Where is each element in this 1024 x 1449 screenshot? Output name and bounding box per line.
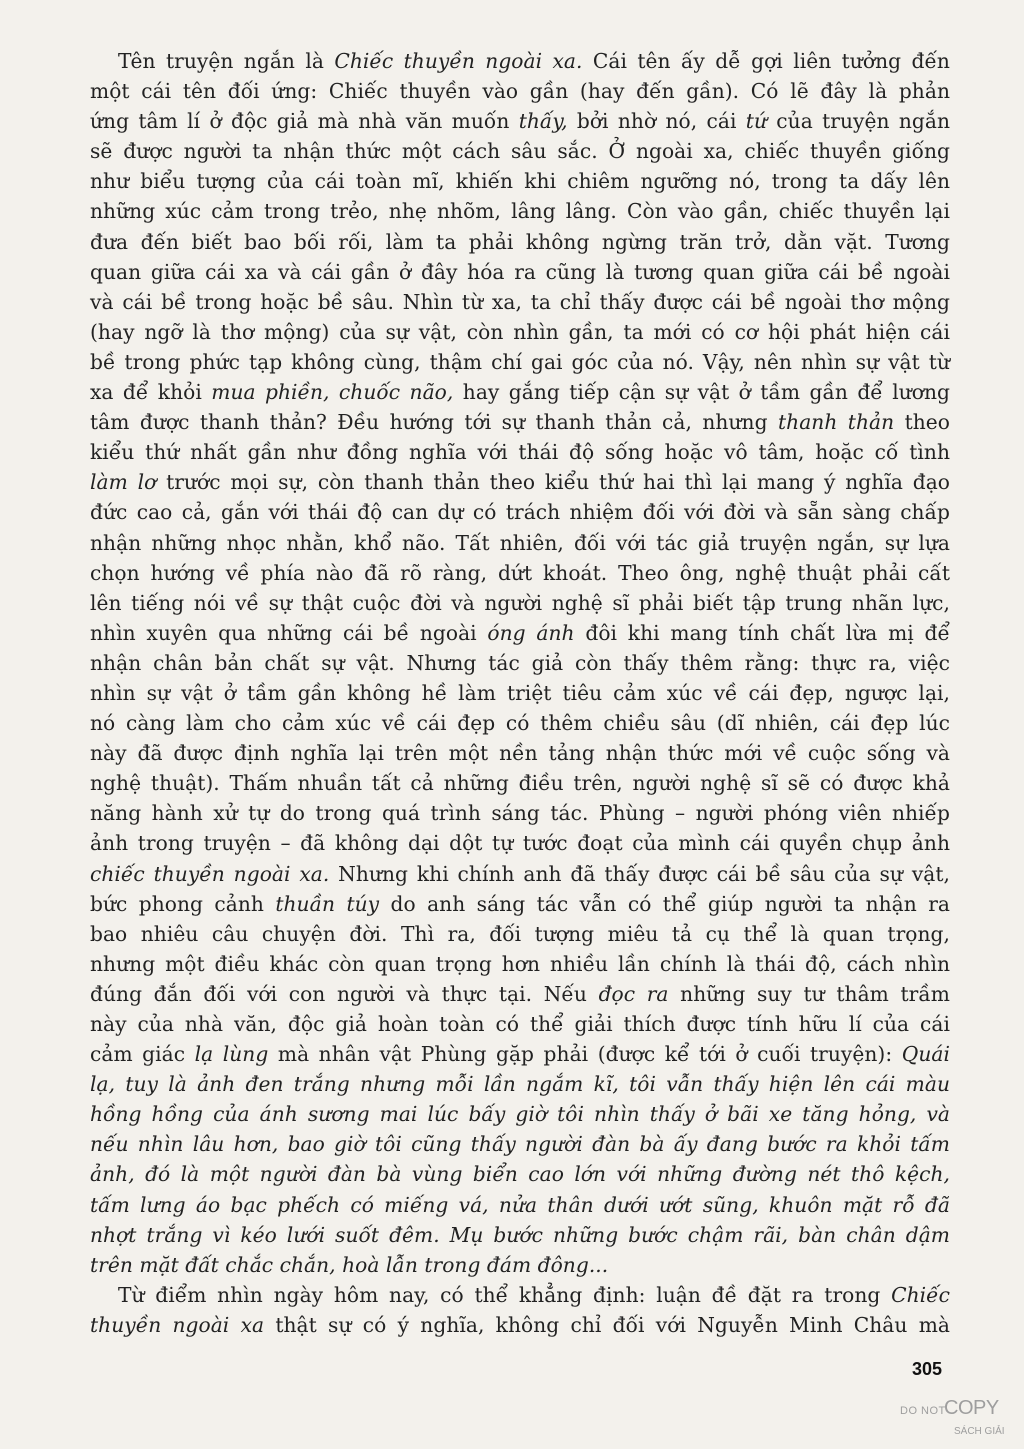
- text-line: [90, 798, 950, 828]
- text-line: [90, 648, 950, 678]
- italic-text: Chiếc thuyền ngoài xa.: [334, 49, 583, 73]
- text-segment: nhận chân bản chất sự vật. Nhưng tác giả còn thấy thêm rằng: thực ra, việc: [90, 650, 950, 675]
- text-line: [90, 166, 950, 196]
- text-segment: quan giữa cái xa và cái gần ở đây hóa ra cũng là tương quan giữa cái bề ngoài: [90, 259, 950, 284]
- text-line: [90, 919, 950, 949]
- text-line: [90, 678, 950, 708]
- body-text: [90, 46, 950, 1340]
- text-line: [90, 347, 950, 377]
- text-line: [90, 1190, 950, 1220]
- text-segment: ảnh trong truyện – đã không dại dột tự tước đoạt của mình cái quyền chụp ảnh: [90, 831, 950, 856]
- text-line: [90, 1280, 950, 1310]
- text-segment: Cái tên ấy dễ gợi liên tưởng đến: [582, 49, 950, 73]
- text-line: [90, 1250, 950, 1280]
- text-segment: Nhưng khi chính anh đã thấy được cái bề sâu của sự vật,: [329, 861, 950, 886]
- text-segment: này của nhà văn, độc giả hoàn toàn có thể giải thích được tính hữu lí của cái: [90, 1012, 950, 1036]
- text-segment: trước mọi sự, còn thanh thản theo kiểu thứ hai thì lại mang ý nghĩa đạo: [156, 470, 950, 495]
- text-line: [90, 196, 950, 226]
- text-line: [90, 497, 950, 527]
- text-line: [90, 708, 950, 738]
- text-segment: kiểu thứ nhất gần như đồng nghĩa với thái độ sống hoặc vô tâm, hoặc cố tình: [90, 440, 950, 465]
- text-segment: như biểu tượng của cái toàn mĩ, khiến khi chiêm ngưỡng nó, trong ta dấy lên: [90, 169, 950, 194]
- italic-text: làm lơ: [90, 470, 157, 495]
- text-line: [90, 1009, 950, 1039]
- text-line: [90, 1159, 950, 1189]
- watermark-do-not: DO NOT: [900, 1405, 946, 1417]
- text-line: [90, 618, 950, 648]
- text-line: [90, 407, 950, 437]
- text-segment: nghệ thuật). Thấm nhuần tất cả những điều trên, người nghệ sĩ sẽ có được khả: [90, 771, 950, 796]
- text-line: [90, 979, 950, 1009]
- text-line: [90, 768, 950, 798]
- text-segment: đức cao cả, gắn với thái độ can dự có trách nhiệm đối với đời và sẵn sàng chấp: [90, 500, 950, 525]
- italic-text: nếu nhìn lâu hơn, bao giờ tôi cũng thấy người đàn bà ấy đang bước ra khỏi tấm: [90, 1132, 950, 1157]
- text-segment: này đã được định nghĩa lại trên một nền tảng nhận thức mới về cuộc sống và: [90, 741, 950, 766]
- italic-text: lạ lùng: [194, 1042, 269, 1067]
- text-segment: nhìn sự vật ở tầm gần không hề làm triệt tiêu cảm xúc về cái đẹp, ngược lại,: [90, 680, 950, 705]
- text-segment: đúng đắn đối với con người và thực tại. Nếu: [90, 981, 599, 1006]
- text-line: [90, 1129, 950, 1159]
- italic-text: thấy,: [518, 109, 568, 134]
- italic-text: nhợt trắng vì kéo lưới suốt đêm. Mụ bước những bước chậm rãi, bàn chân dậm: [90, 1222, 950, 1247]
- text-line: [90, 828, 950, 858]
- text-segment: đôi khi mang tính chất lừa mị để: [574, 620, 950, 645]
- text-segment: do anh sáng tác vẫn có thể giúp người ta nhận ra: [379, 891, 950, 916]
- italic-text: chiếc thuyền ngoài xa.: [90, 861, 330, 886]
- italic-text: ảnh, đó là một người đàn bà vùng biển cao lớn với những đường nét thô kệch,: [90, 1162, 950, 1187]
- italic-text: thanh thản: [777, 410, 895, 435]
- text-line: [90, 558, 950, 588]
- text-segment: xa để khỏi: [90, 380, 212, 405]
- italic-text: tấm lưng áo bạc phếch có miếng vá, nửa thân dưới ướt sũng, khuôn mặt rỗ đã: [90, 1192, 950, 1217]
- text-line: [90, 287, 950, 317]
- text-segment: cảm giác: [90, 1042, 195, 1067]
- text-line: [90, 738, 950, 768]
- text-segment: Tên truyện ngắn là: [118, 49, 335, 73]
- text-segment: bức phong cảnh: [90, 891, 276, 916]
- watermark-site: SÁCH GIẢI: [954, 1426, 1005, 1437]
- text-line: [90, 1220, 950, 1250]
- text-segment: nhưng một điều khác còn quan trọng hơn nhiều lần chính là thái độ, cách nhìn: [90, 951, 950, 976]
- text-segment: (hay ngỡ là thơ mộng) của sự vật, còn nhìn gần, ta mới có cơ hội phát hiện cái: [90, 319, 950, 344]
- text-line: [90, 257, 950, 287]
- text-line: [90, 1310, 950, 1340]
- text-segment: nhìn xuyên qua những cái bề ngoài: [90, 620, 488, 645]
- text-segment: thật sự có ý nghĩa, không chỉ đối với Nguyễn Minh Châu mà: [264, 1312, 950, 1337]
- italic-text: đọc ra: [598, 981, 669, 1006]
- text-line: [90, 76, 950, 106]
- text-line: [90, 317, 950, 347]
- text-segment: đưa đến biết bao bối rối, làm ta phải không ngừng trăn trở, dằn vặt. Tương: [90, 229, 950, 254]
- text-segment: ứng tâm lí ở độc giả mà nhà văn muốn: [90, 109, 519, 134]
- italic-text: thuần túy: [275, 891, 380, 916]
- text-line: [90, 467, 950, 497]
- text-segment: theo: [894, 410, 950, 435]
- text-segment: sẽ được người ta nhận thức một cách sâu sắc. Ở ngoài xa, chiếc thuyền giống: [90, 139, 950, 164]
- text-segment: những suy tư thâm trầm: [668, 981, 950, 1006]
- text-segment: của truyện ngắn: [767, 109, 950, 134]
- text-segment: hay gắng tiếp cận sự vật ở tầm gần để lương: [453, 380, 950, 405]
- text-line: [90, 859, 950, 889]
- watermark: [900, 1397, 1010, 1442]
- italic-text: óng ánh: [487, 620, 575, 645]
- text-line: [90, 437, 950, 467]
- text-line: [90, 528, 950, 558]
- text-segment: bởi nhờ nó, cái: [567, 109, 746, 134]
- text-segment: bao nhiêu câu chuyện đời. Thì ra, đối tượng miêu tả cụ thể là quan trọng,: [90, 921, 950, 946]
- text-line: [90, 46, 950, 76]
- text-segment: Từ điểm nhìn ngày hôm nay, có thể khẳng định: luận đề đặt ra trong: [118, 1282, 892, 1307]
- text-line: [90, 889, 950, 919]
- text-segment: nhận những nhọc nhằn, khổ não. Tất nhiên, đối với tác giả truyện ngắn, sự lựa: [90, 530, 950, 555]
- text-segment: tâm được thanh thản? Đều hướng tới sự thanh thản cả, nhưng: [90, 410, 778, 435]
- text-line: [90, 1069, 950, 1099]
- text-line: [90, 588, 950, 618]
- italic-text: hồng hồng của ánh sương mai lúc bấy giờ tôi nhìn thấy ở bãi xe tăng hỏng, và: [90, 1102, 950, 1127]
- text-line: [90, 227, 950, 257]
- text-segment: mà nhân vật Phùng gặp phải (được kể tới ở cuối truyện):: [268, 1042, 902, 1067]
- text-segment: và cái bề trong hoặc bề sâu. Nhìn từ xa, ta chỉ thấy được cái bề ngoài thơ mộng: [90, 289, 950, 314]
- text-segment: bề trong phức tạp không cùng, thậm chí gai góc của nó. Vậy, nên nhìn sự vật từ: [90, 349, 950, 374]
- italic-text: Quái: [901, 1042, 950, 1067]
- italic-text: trên mặt đất chắc chắn, hoà lẫn trong đám đông...: [90, 1252, 609, 1277]
- text-segment: năng hành xử tự do trong quá trình sáng tác. Phùng – người phóng viên nhiếp: [90, 801, 950, 826]
- text-segment: chọn hướng về phía nào đã rõ ràng, dứt khoát. Theo ông, nghệ thuật phải cất: [90, 560, 950, 585]
- text-line: [90, 949, 950, 979]
- text-line: [90, 377, 950, 407]
- watermark-copy: COPY: [944, 1397, 999, 1419]
- text-segment: nó càng làm cho cảm xúc về cái đẹp có thêm chiều sâu (dĩ nhiên, cái đẹp lúc: [90, 711, 950, 736]
- text-line: [90, 106, 950, 136]
- italic-text: Chiếc: [891, 1282, 950, 1307]
- text-segment: lên tiếng nói về sự thật cuộc đời và người nghệ sĩ phải biết tập trung nhãn lực,: [90, 590, 950, 615]
- page-number: 305: [912, 1359, 943, 1379]
- text-line: [90, 1099, 950, 1129]
- italic-text: thuyền ngoài xa: [90, 1312, 265, 1337]
- italic-text: mua phiền, chuốc não,: [211, 380, 454, 405]
- text-segment: những xúc cảm trong trẻo, nhẹ nhõm, lâng lâng. Còn vào gần, chiếc thuyền lại: [90, 199, 950, 224]
- text-segment: một cái tên đối ứng: Chiếc thuyền vào gần (hay đến gần). Có lẽ đây là phản: [90, 79, 950, 104]
- italic-text: tứ: [745, 109, 767, 134]
- text-line: [90, 1039, 950, 1069]
- text-line: [90, 136, 950, 166]
- italic-text: lạ, tuy là ảnh đen trắng nhưng mỗi lần ngắm kĩ, tôi vẫn thấy hiện lên cái màu: [90, 1072, 950, 1097]
